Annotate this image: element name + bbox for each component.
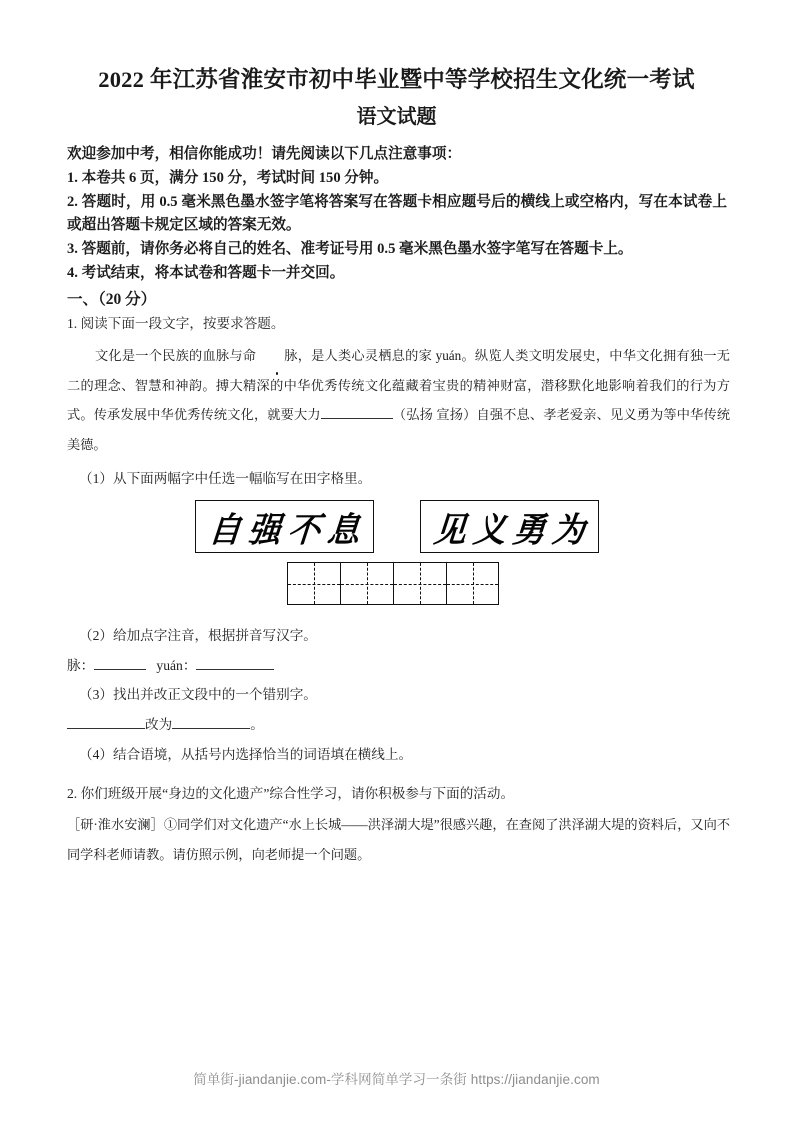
exam-instructions xyxy=(67,143,727,286)
hanzi-blank-yuan[interactable] xyxy=(196,656,274,670)
question-1-passage xyxy=(67,341,730,459)
question-1-sub-2: （2）给加点字注音，根据拼音写汉字。 xyxy=(79,628,317,643)
instruction-item-3: 3. 答题前，请你务必将自己的姓名、准考证号用 0.5 毫米黑色墨水签字笔写在答题卡上。 xyxy=(67,241,633,258)
footer-watermark: 简单街-jiandanjie.com-学科网简单学习一条街 https://jiandanjie.com xyxy=(193,1072,600,1087)
calligraphy-box-ziqiangbuxi[interactable] xyxy=(195,500,374,553)
tianzige-cell[interactable] xyxy=(446,562,499,605)
instruction-item-2: 2. 答题时，用 0.5 毫米黑色墨水签字笔将答案写在答题卡相应题号后的横线上或空格内，写在本试卷上或超出答题卡规定区域的答案无效。 xyxy=(67,193,727,234)
wrong-char-blank[interactable] xyxy=(67,715,145,729)
page-subtitle: 语文试题 xyxy=(356,106,437,128)
question-2-stem: 2. 你们班级开展“身边的文化遗产”综合性学习，请你积极参与下面的活动。 xyxy=(67,786,515,801)
passage-inline-blank[interactable] xyxy=(321,405,393,419)
question-1-sub-1: （1）从下面两幅字中任选一幅临写在田字格里。 xyxy=(79,471,372,486)
instruction-item-1: 1. 本卷共 6 页，满分 150 分，考试时间 150 分钟。 xyxy=(67,169,389,186)
correct-char-blank[interactable] xyxy=(172,715,250,729)
pinyin-blank-mai[interactable] xyxy=(94,656,146,670)
calligraphy-text-2: 见义勇为 xyxy=(432,510,594,551)
calligraphy-box-jianyiyongwei[interactable] xyxy=(420,500,599,553)
page-title: 2022 年江苏省淮安市初中毕业暨中等学校招生文化统一考试 xyxy=(98,67,695,92)
question-2-body: ［研·淮水安澜］①同学们对文化遗产“水上长城——洪泽湖大堤”很感兴趣，在查阅了洪泽湖大堤的资料后，又向不同学科老师请教。请仿照示例，向老师提一个问题。 xyxy=(67,817,730,862)
emphasis-dot-char: 脉 xyxy=(256,341,297,371)
tianzige-writing-grid[interactable] xyxy=(287,562,499,605)
question-1-sub-3-answers xyxy=(67,711,264,739)
tianzige-cell[interactable] xyxy=(340,562,393,605)
tianzige-cell[interactable] xyxy=(393,562,446,605)
pinyin-label-mai: 脉： xyxy=(67,658,95,673)
passage-text-c: （弘扬 宣扬）自强不息、孝老爱亲、见义勇为等中华传统美德。 xyxy=(67,407,731,452)
question-1-stem: 1. 阅读下面一段文字，按要求答题。 xyxy=(67,316,285,331)
question-1-sub-3: （3）找出并改正文段中的一个错别字。 xyxy=(79,687,317,702)
section-heading: 一、（20 分） xyxy=(67,291,157,308)
pinyin-label-yuan: yuán： xyxy=(156,658,197,673)
question-1-sub-2-answers xyxy=(67,652,274,680)
tianzige-cell[interactable] xyxy=(287,562,340,605)
correction-label: 改为 xyxy=(145,717,173,732)
passage-text-b: ，是人类心灵栖息的家 yuán。纵览人类文明发展史，中华文化拥有独一无二的理念、智慧和神韵。搏大精深的中华优秀传统文化蕴藏着宝贵的精神财富，潜移默化地影响着我们的行为方式。传承发展中华优秀传统文化，就要大力 xyxy=(67,348,730,422)
instruction-lead: 欢迎参加中考，相信你能成功！请先阅读以下几点注意事项： xyxy=(67,146,462,162)
correction-period: 。 xyxy=(250,717,264,732)
question-1-sub-4: （4）结合语境，从括号内选择恰当的词语填在横线上。 xyxy=(79,747,413,762)
passage-text-a: 文化是一个民族的血脉与命 xyxy=(95,348,257,363)
instruction-item-4: 4. 考试结束，将本试卷和答题卡一并交回。 xyxy=(67,264,345,281)
calligraphy-text-1: 自强不息 xyxy=(207,510,369,551)
